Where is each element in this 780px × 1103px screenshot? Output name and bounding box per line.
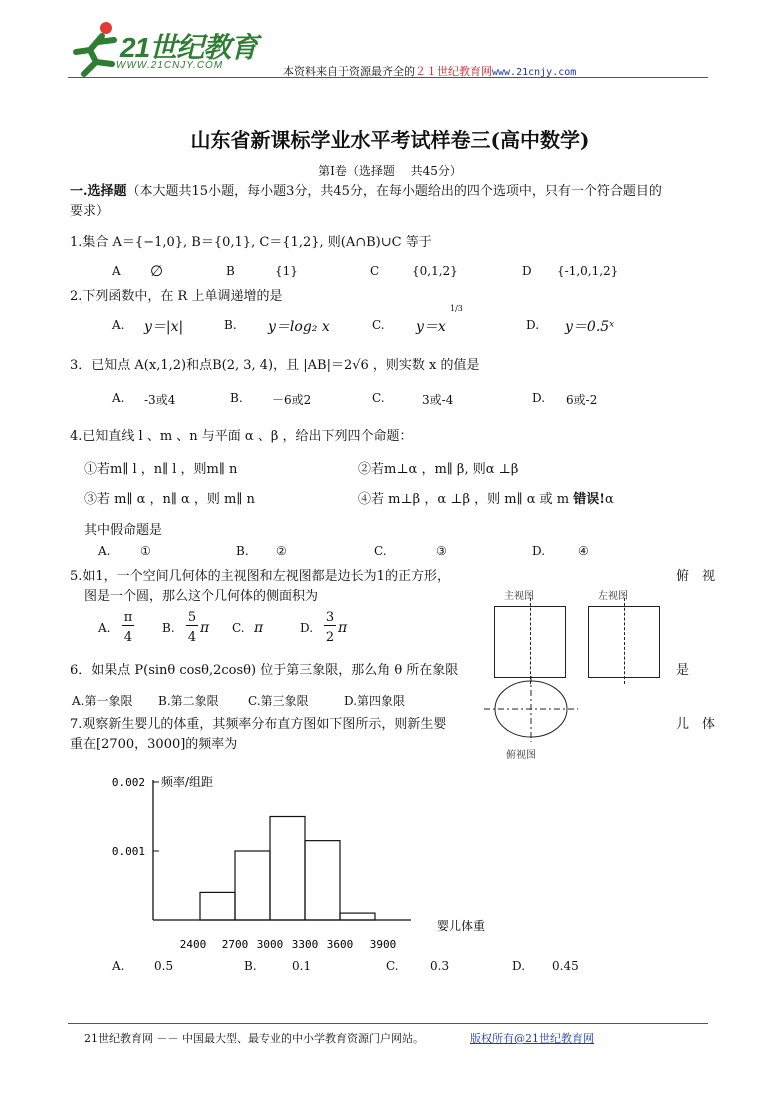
q4-option-a: ① bbox=[140, 544, 151, 558]
q5-stem: 5.如1，一个空间几何体的主视图和左视图都是边长为1的正方形， bbox=[70, 569, 450, 584]
q4-proposition-1: ①若m∥ l ，n∥ l ，则m∥ n bbox=[84, 462, 238, 477]
q1-option-c: {0,1,2} bbox=[412, 264, 458, 278]
q4-option-d: ④ bbox=[578, 544, 589, 558]
q2-option-b-label: B. bbox=[224, 318, 237, 332]
q1-option-b: {1} bbox=[275, 264, 298, 278]
x-tick-label: 3600 bbox=[326, 938, 354, 951]
q2-option-c: y＝x bbox=[416, 319, 446, 335]
header-link[interactable]: www.21cnjy.com bbox=[492, 67, 577, 78]
header-divider bbox=[68, 77, 708, 78]
x-tick-label: 2700 bbox=[221, 938, 249, 951]
q7-stem-2: 重在[2700，3000]的频率为 bbox=[70, 737, 238, 752]
q4-ask: 其中假命题是 bbox=[84, 523, 163, 538]
q3-option-d-label: D. bbox=[532, 391, 546, 405]
q7-option-a-label: A. bbox=[112, 959, 125, 973]
q1-option-b-label: B bbox=[226, 264, 235, 278]
q4-proposition-2: ②若m⊥α ，m∥ β, 则α ⊥β bbox=[358, 462, 519, 477]
q7-stem-right: 儿 体 bbox=[676, 717, 716, 732]
y-tick-label: 0.002 bbox=[111, 776, 145, 789]
q1-stem: 1.集合 A＝{−1,0}, B＝{0,1}, C＝{1,2}, 则(A∩B)∪C 等于 bbox=[70, 235, 432, 250]
q3-option-c: 3或-4 bbox=[422, 393, 454, 407]
q2-option-d-label: D. bbox=[526, 318, 540, 332]
q4-option-b: ② bbox=[276, 544, 287, 558]
q6-option-a: A.第一象限 bbox=[72, 694, 133, 708]
front-view-axis bbox=[530, 598, 531, 684]
q5-option-b-pi: π bbox=[200, 620, 210, 636]
x-axis-label: 婴儿体重 bbox=[437, 919, 486, 933]
x-tick-label: 2400 bbox=[179, 938, 207, 951]
footer-copyright-link[interactable]: 版权所有@21世纪教育网 bbox=[470, 1032, 594, 1045]
q3-option-a-label: A. bbox=[112, 391, 125, 405]
q4-option-d-label: D. bbox=[532, 544, 546, 558]
top-view-circle bbox=[484, 676, 578, 742]
q2-option-a: y＝|x| bbox=[144, 319, 184, 335]
histogram-bar bbox=[200, 892, 235, 920]
q5-option-c: π bbox=[254, 620, 264, 636]
q6-stem: 6．如果点 P(sinθ cosθ,2cosθ) 位于第三象限，那么角 θ 所在象限 bbox=[70, 663, 459, 678]
x-tick-label: 3900 bbox=[369, 938, 397, 951]
q5-stem-right: 俯 视 bbox=[676, 569, 716, 584]
q4-proposition-3: ③若 m∥ α ，n∥ α ，则 m∥ n bbox=[84, 492, 255, 507]
q7-option-b-label: B. bbox=[244, 959, 257, 973]
q7-option-d: 0.45 bbox=[552, 959, 579, 973]
q3-option-b-label: B. bbox=[230, 391, 243, 405]
x-tick-label: 3300 bbox=[291, 938, 319, 951]
y-axis-label: 频率/组距 bbox=[161, 775, 214, 789]
q5-option-b-num: 5 bbox=[187, 610, 197, 625]
section-subtitle: 第Ⅰ卷（选择题 共45分） bbox=[318, 164, 462, 178]
q5-option-d-label: D. bbox=[300, 621, 314, 635]
q1-option-a: ∅ bbox=[150, 262, 164, 280]
q5-option-a-den: 4 bbox=[123, 630, 133, 645]
q5-option-a-num: π bbox=[123, 610, 133, 625]
histogram-bar bbox=[305, 841, 340, 920]
q3-option-c-label: C. bbox=[372, 391, 385, 405]
q5-option-d-pi: π bbox=[338, 620, 348, 636]
logo-text: 21世纪教育 bbox=[120, 32, 258, 63]
q6-option-b: B.第二象限 bbox=[158, 694, 219, 708]
q3-stem: 3．已知点 A(x,1,2)和点B(2, 3, 4)，且 |AB|＝2√6 ，则实数 x 的值是 bbox=[70, 358, 480, 373]
q6-stem-right: 是 bbox=[676, 663, 690, 678]
q5-option-a-label: A. bbox=[98, 621, 111, 635]
side-view-axis bbox=[624, 598, 625, 684]
q1-option-d: {-1,0,1,2} bbox=[557, 264, 619, 278]
q2-option-c-exponent: 1/3 bbox=[450, 304, 463, 313]
q4-stem: 4.已知直线 l 、m 、n 与平面 α 、β ，给出下列四个命题： bbox=[70, 429, 413, 444]
q4-option-b-label: B. bbox=[236, 544, 249, 558]
q5-option-d-den: 2 bbox=[325, 630, 335, 645]
q4-option-c-label: C. bbox=[374, 544, 387, 558]
section-instructions-2: 要求） bbox=[70, 204, 110, 219]
section-instructions: 一.选择题（本大题共15小题，每小题3分，共45分，在每小题给出的四个选项中，只有一个符合题目的 bbox=[70, 184, 662, 199]
q4-proposition-4: ④若 m⊥β ，α ⊥β ，则 m∥ α 或 m 错误!α bbox=[358, 492, 614, 507]
q6-option-d: D.第四象限 bbox=[344, 694, 406, 708]
q1-option-a-label: A bbox=[112, 264, 121, 278]
histogram-bar bbox=[270, 817, 305, 921]
q1-option-c-label: C bbox=[370, 264, 380, 278]
q3-option-b: －6或2 bbox=[272, 393, 312, 407]
q4-option-a-label: A. bbox=[98, 544, 111, 558]
q4-option-c: ③ bbox=[436, 544, 447, 558]
q7-stem: 7.观察新生婴儿的体重，其频率分布直方图如下图所示，则新生婴 bbox=[70, 717, 447, 732]
q2-stem: 2.下列函数中，在 R 上单调递增的是 bbox=[70, 289, 283, 304]
histogram-bar bbox=[235, 851, 270, 920]
q7-option-a: 0.5 bbox=[154, 959, 174, 973]
logo-url: WWW.21CNJY.COM bbox=[116, 60, 224, 71]
q7-option-b: 0.1 bbox=[292, 959, 312, 973]
header-tagline: 本资料来自于资源最齐全的２１世纪教育网www.21cnjy.com bbox=[283, 65, 577, 78]
q6-option-c: C.第三象限 bbox=[248, 694, 309, 708]
histogram-bar bbox=[340, 913, 375, 920]
q7-option-c-label: C. bbox=[386, 959, 399, 973]
side-view-label: 左视图 bbox=[598, 591, 628, 602]
histogram-chart bbox=[100, 766, 500, 958]
q2-option-a-label: A. bbox=[112, 318, 125, 332]
q5-option-d-num: 3 bbox=[325, 610, 335, 625]
q5-option-c-label: C. bbox=[232, 621, 245, 635]
q2-option-d: y＝0.5ˣ bbox=[565, 319, 615, 335]
q1-option-d-label: D bbox=[522, 264, 532, 278]
q5-option-b-den: 4 bbox=[187, 630, 197, 645]
q2-option-c-label: C. bbox=[372, 318, 385, 332]
footer-divider bbox=[68, 1023, 708, 1024]
footer-text: 21世纪教育网 －－ 中国最大型、最专业的中小学教育资源门户网站。 bbox=[84, 1032, 424, 1045]
y-tick-label: 0.001 bbox=[111, 845, 145, 858]
q7-option-d-label: D. bbox=[512, 959, 526, 973]
front-view-label: 主视图 bbox=[504, 591, 534, 602]
top-view-label: 俯视图 bbox=[506, 750, 536, 761]
q3-option-a: -3或4 bbox=[144, 393, 176, 407]
x-tick-label: 3000 bbox=[256, 938, 284, 951]
q3-option-d: 6或-2 bbox=[566, 393, 598, 407]
q2-option-b: y＝log₂ x bbox=[268, 319, 330, 335]
q7-option-c: 0.3 bbox=[430, 959, 450, 973]
page-title: 山东省新课标学业水平考试样卷三(高中数学) bbox=[190, 128, 590, 152]
site-logo bbox=[68, 18, 268, 80]
q5-option-b-label: B. bbox=[162, 621, 175, 635]
q5-stem-2: 图是一个圆，那么这个几何体的侧面积为 bbox=[84, 589, 319, 604]
